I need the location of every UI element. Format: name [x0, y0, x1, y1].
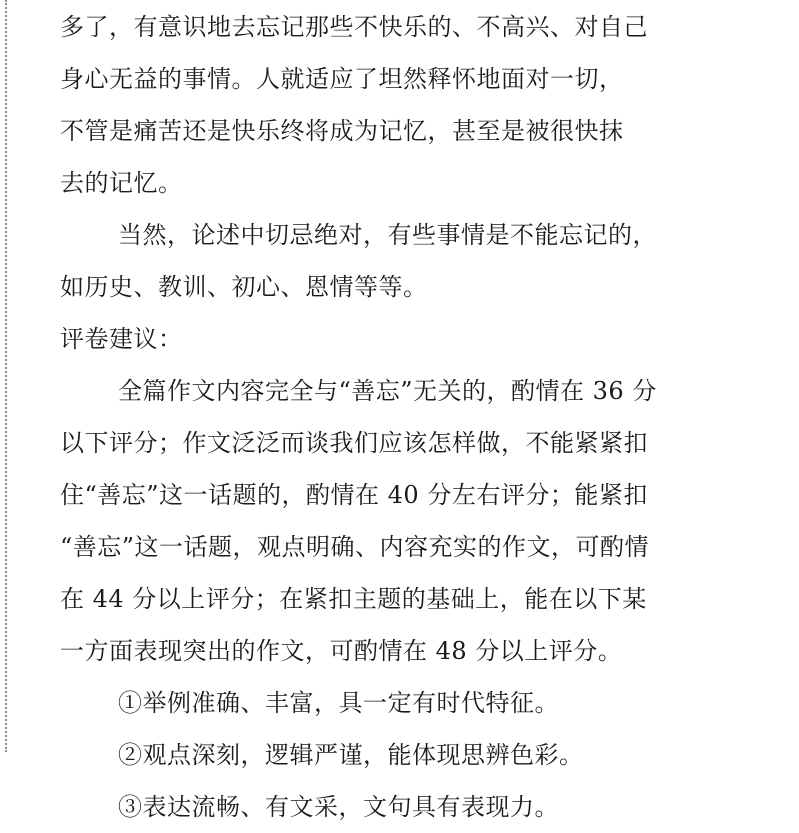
paragraph3-line-5: 在 44 分以上评分；在紧扣主题的基础上，能在以下某: [60, 585, 647, 613]
criteria-item-2: ②观点深刻，逻辑严谨，能体现思辨色彩。: [118, 741, 584, 769]
criteria-item-1: ①举例准确、丰富，具一定有时代特征。: [118, 689, 559, 717]
paragraph1-line-2: 身心无益的事情。人就适应了坦然释怀地面对一切，: [60, 65, 624, 93]
paragraph1-line-3: 不管是痛苦还是快乐终将成为记忆，甚至是被很快抹: [60, 117, 624, 145]
paragraph2-line-1: 当然，论述中切忌绝对，有些事情是不能忘记的，: [118, 221, 657, 249]
paragraph2-line-2: 如历史、教训、初心、恩情等等。: [60, 273, 428, 301]
paragraph3-line-3: 住“善忘”这一话题的，酌情在 40 分左右评分；能紧扣: [60, 481, 648, 509]
paragraph1-line-4: 去的记忆。: [60, 169, 183, 197]
paragraph3-line-6: 一方面表现突出的作文，可酌情在 48 分以上评分。: [60, 637, 623, 665]
paragraph3-line-2: 以下评分；作文泛泛而谈我们应该怎样做，不能紧紧扣: [60, 429, 648, 457]
section-heading: 评卷建议：: [60, 325, 183, 353]
criteria-item-3: ③表达流畅、有文采，文句具有表现力。: [118, 793, 559, 821]
paragraph3-line-1: 全篇作文内容完全与“善忘”无关的，酌情在 36 分: [118, 377, 657, 405]
binding-margin-dotted-line: [5, 0, 7, 752]
paragraph1-line-1: 多了，有意识地去忘记那些不快乐的、不高兴、对自己: [60, 13, 648, 41]
document-page: [60, 0, 725, 833]
paragraph3-line-4: “善忘”这一话题，观点明确、内容充实的作文，可酌情: [60, 533, 650, 561]
